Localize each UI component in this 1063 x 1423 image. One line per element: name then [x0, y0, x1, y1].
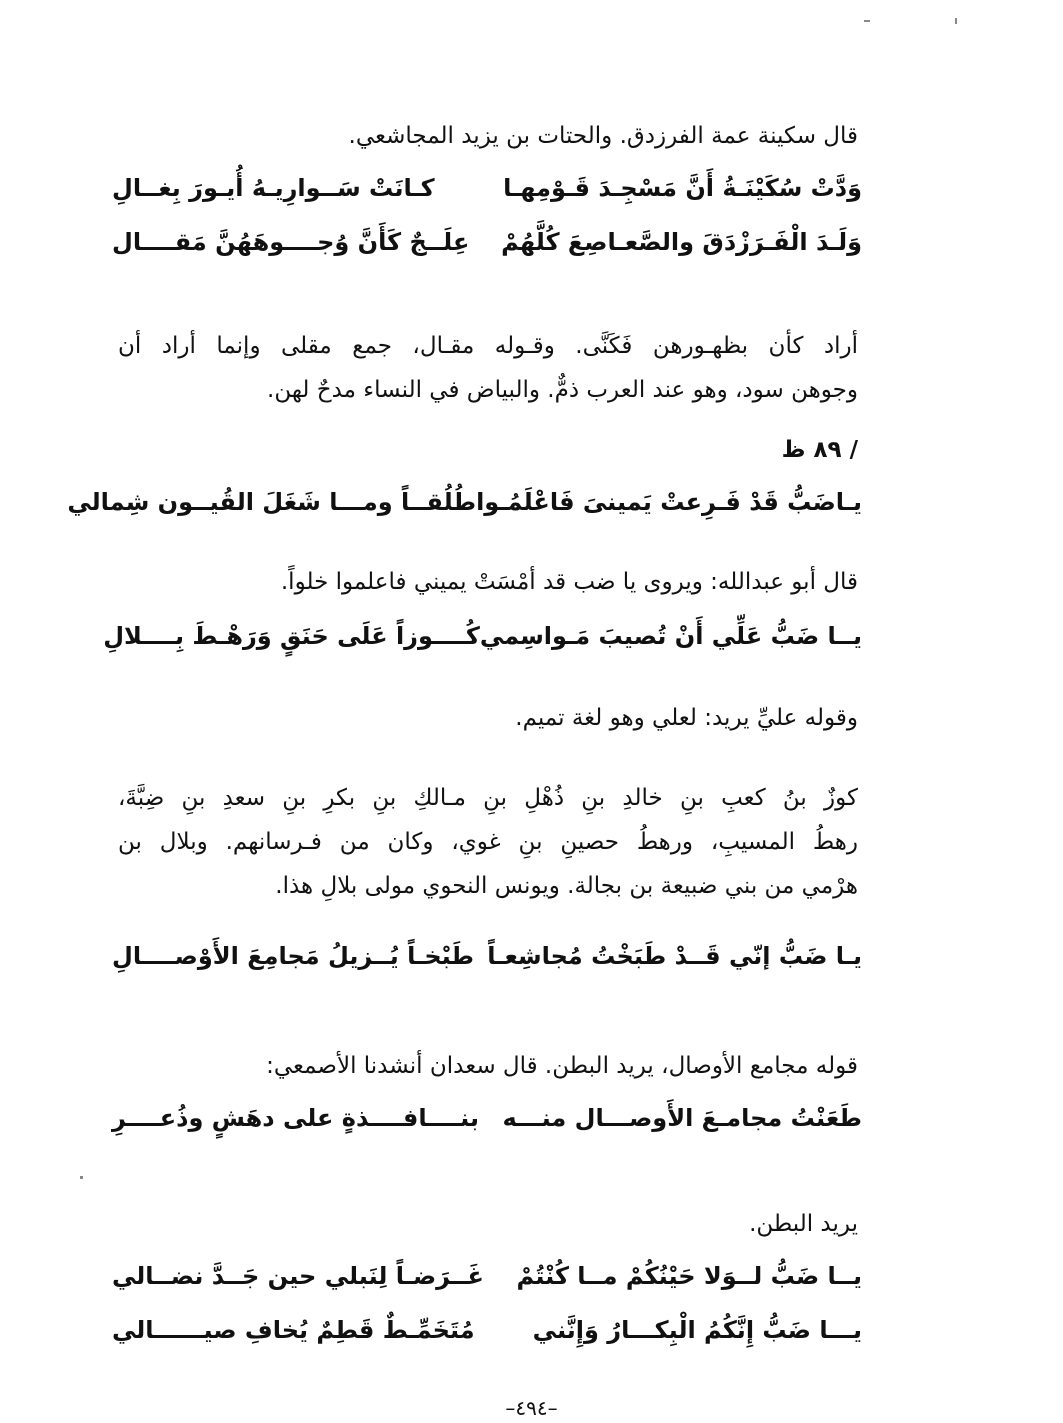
- verse-first-hemistich: يـــا ضَبُّ إِنَّكُمُ الْبِكـــارُ وَإِنَّني: [532, 1316, 862, 1344]
- verse-first-hemistich: يـا ضَبُّ إنّي قَــدْ طَبَخْتُ مُجاشِعـاً: [487, 942, 862, 970]
- verse-first-hemistich: طَعَنْتُ مجامـعَ الأَوصـــال منـــه: [502, 1104, 862, 1132]
- text-line: قوله مجامع الأوصال، يريد البطن. قال سعدان أنشدنا الأصمعي:: [266, 1053, 858, 1079]
- verse-second-hemistich: بنــــافــــذةٍ على دهَشٍ وذُعــــرِ: [112, 1104, 479, 1132]
- verse-second-hemistich: كُــــوزاً عَلَى حَنَقٍ وَرَهْـطَ بِــــلالِ: [103, 622, 480, 650]
- text-line: هرْمي من بني ضبيعة بن بجالة. ويونس النحوي مولى بلالِ هذا.: [275, 873, 858, 899]
- verse-second-hemistich: كـانَتْ سَــوارِيـهُ أُيـورَ بِغــالِ: [112, 174, 435, 202]
- verse-second-hemistich: طَبْخـاً يُــزيلُ مَجامِعَ الأَوْصــــالِ: [112, 942, 475, 970]
- text-paragraph: [118, 776, 858, 908]
- text-line: وقوله عليِّ يريد: لعلي وهو لغة تميم.: [515, 705, 858, 731]
- verse-line: [112, 1256, 862, 1296]
- text-paragraph: [118, 696, 858, 740]
- text-line: قال أبو عبدالله: ويروى يا ضب قد أمْسَتْ يميني فاعلموا خلواً.: [280, 569, 858, 595]
- text-paragraph: [118, 1202, 858, 1246]
- verse-line: [112, 1310, 862, 1350]
- verse-line: [103, 616, 862, 656]
- scan-speck: [80, 1176, 83, 1179]
- verse-second-hemistich: عِلَــجٌ كَأَنَّ وُجــــوهَهُنَّ مَقــــال: [112, 228, 470, 256]
- verse-first-hemistich: وَدَّتْ سُكَيْنَـةُ أَنَّ مَسْجِـدَ قَـوْمِهـا: [503, 174, 862, 202]
- scan-speck: [864, 20, 870, 22]
- page-number: –٤٩٤–: [505, 1396, 558, 1420]
- text-paragraph: [118, 560, 858, 604]
- verse-second-hemistich: غَــرَضـاً لِنَبلي حين جَــدَّ نضــالي: [112, 1262, 484, 1290]
- text-paragraph: [118, 114, 858, 158]
- verse-line: [112, 1098, 862, 1138]
- text-line: أراد كأن بظهـورهن فَكَنَّى. وقـوله مقـال، جمع مقلى وإنما أراد أن: [118, 333, 858, 359]
- verse-line: [112, 222, 862, 262]
- verse-second-hemistich: مُتَخَمِّـطٌ قَطِمٌ يُخافِ صيــــــالي: [112, 1316, 475, 1344]
- verse-first-hemistich: يـاضَبُّ قَدْ فَـرِعتْ يَمينىَ فَاعْلَمُـوا: [476, 488, 862, 516]
- verse-second-hemistich: طُلُقــاً ومـــا شَغَلَ القُيــون شِمالي: [67, 488, 477, 516]
- verse-line: [112, 936, 862, 976]
- verse-first-hemistich: يــا ضَبُّ لــوَلا حَيْنُكُمْ مــا كُنْتُمْ: [516, 1262, 862, 1290]
- folio-marker: / ٨٩ ظ: [781, 437, 858, 463]
- verse-line: [67, 482, 862, 522]
- scan-speck: [955, 18, 957, 24]
- text-line: رهطُ المسيبِ، ورهطُ حصينِ بنِ غوي، وكان من فـرسانهم. وبلال بن: [118, 829, 858, 855]
- verse-first-hemistich: وَلَـدَ الْفَـرَزْدَقَ والصَّعـاصِعَ كُلَّهُمْ: [501, 228, 862, 256]
- text-line: قال سكينة عمة الفرزدق. والحتات بن يزيد المجاشعي.: [348, 123, 858, 149]
- text-line: يريد البطن.: [749, 1211, 858, 1237]
- text-line: كوزٌ بنُ كعبِ بنِ خالدِ بنِ ذُهْلِ بنِ مـالكِ بنِ بكرِ بنِ سعدِ بنِ ضِبَّةَ،: [118, 785, 858, 811]
- text-paragraph: [118, 324, 858, 412]
- verse-line: [112, 168, 862, 208]
- verse-first-hemistich: يــا ضَبُّ عَلِّي أَنْ تُصيبَ مَـواسِمي: [479, 622, 862, 650]
- text-line: وجوهن سود، وهو عند العرب ذمٌّ. والبياض في النساء مدحٌ لهن.: [267, 377, 858, 403]
- text-paragraph: [118, 1044, 858, 1088]
